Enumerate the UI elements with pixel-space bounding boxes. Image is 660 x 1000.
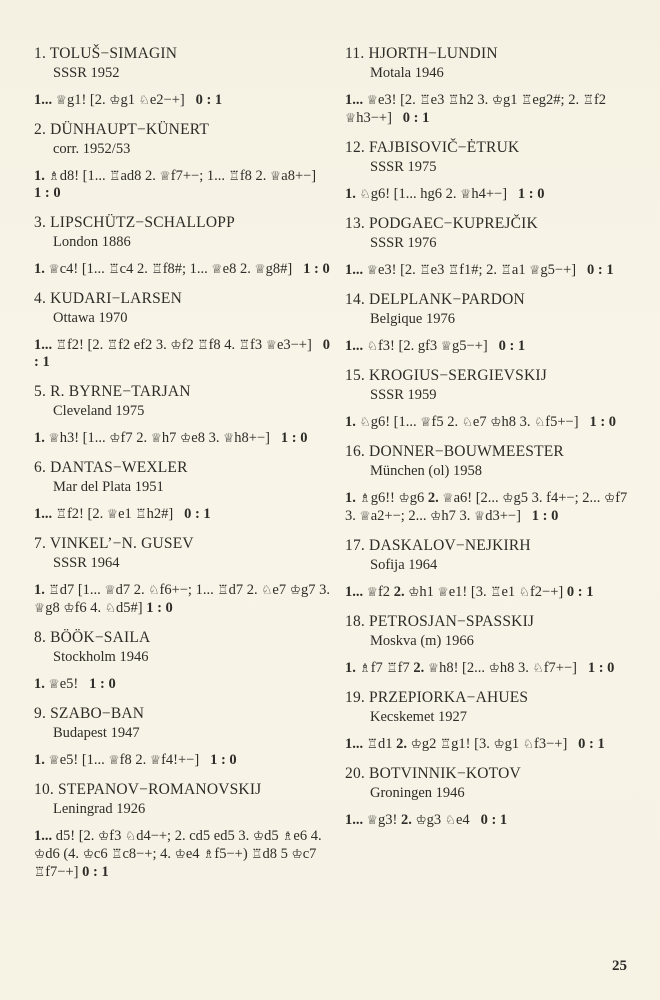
game-place-year: Motala 1946 xyxy=(370,65,444,81)
rook-icon: ♖ xyxy=(106,337,119,352)
knight-icon: ♘ xyxy=(261,582,273,597)
rook-icon: ♖ xyxy=(521,92,533,107)
rook-icon: ♖ xyxy=(419,92,431,107)
game-heading: 2. DÜNHAUPT−KÜNERT xyxy=(34,121,210,138)
rook-icon: ♖ xyxy=(582,92,594,107)
queen-icon: ♕ xyxy=(366,584,378,599)
rook-icon: ♖ xyxy=(500,262,512,277)
king-icon: ♔ xyxy=(491,92,504,107)
rook-icon: ♖ xyxy=(228,168,240,183)
game-place-year: corr. 1952/53 xyxy=(53,141,131,157)
game-entry xyxy=(345,688,641,764)
king-icon: ♔ xyxy=(98,828,110,843)
queen-icon: ♕ xyxy=(48,676,60,691)
game-entry xyxy=(34,289,334,382)
game-entry xyxy=(345,442,641,536)
knight-icon: ♘ xyxy=(138,92,150,107)
bishop-icon: ♗ xyxy=(48,168,60,183)
king-icon: ♔ xyxy=(291,846,303,861)
queen-icon: ♕ xyxy=(345,110,357,125)
knight-icon: ♘ xyxy=(359,414,371,429)
game-solution: 1. ♕e5! [1... ♕f8 2. ♕f4!+−] 1 : 0 xyxy=(34,752,237,768)
game-heading: 10. STEPANOV−ROMANOVSKIJ xyxy=(34,781,262,798)
game-place-year: Ottawa 1970 xyxy=(53,310,128,326)
game-place-year: Leningrad 1926 xyxy=(53,801,146,817)
game-entry xyxy=(345,214,641,290)
king-icon: ♔ xyxy=(430,508,442,523)
king-icon: ♔ xyxy=(34,846,46,861)
rook-icon: ♖ xyxy=(108,261,120,276)
game-entry xyxy=(345,764,641,840)
right-column xyxy=(345,44,641,840)
rook-icon: ♖ xyxy=(111,846,123,861)
queen-icon: ♕ xyxy=(529,262,541,277)
game-heading: 11. HJORTH−LUNDIN xyxy=(345,45,498,62)
knight-icon: ♘ xyxy=(461,414,473,429)
queen-icon: ♕ xyxy=(270,168,282,183)
rook-icon: ♖ xyxy=(439,736,452,751)
queen-icon: ♕ xyxy=(223,430,235,445)
knight-icon: ♘ xyxy=(444,812,456,827)
queen-icon: ♕ xyxy=(420,414,432,429)
rook-icon: ♖ xyxy=(490,584,502,599)
rook-icon: ♖ xyxy=(386,660,398,675)
game-place-year: SSSR 1964 xyxy=(53,555,120,571)
queen-icon: ♕ xyxy=(104,582,116,597)
game-entry xyxy=(345,290,641,366)
queen-icon: ♕ xyxy=(108,752,120,767)
game-heading: 16. DONNER−BOUWMEESTER xyxy=(345,443,564,460)
game-solution: 1. ♗g6!! ♔g6 2. ♕a6! [2... ♔g5 3. f4+−; 2... ♔f7 3. ♕a2+−; 2... ♔h7 3. ♕d3+−] 1 : 0 xyxy=(345,490,628,524)
king-icon: ♔ xyxy=(493,736,505,751)
bishop-icon: ♗ xyxy=(282,828,294,843)
queen-icon: ♕ xyxy=(106,506,119,521)
knight-icon: ♘ xyxy=(124,828,137,843)
game-solution: 1... ♖d1 2. ♔g2 ♖g1! [3. ♔g1 ♘f3−+] 0 : 1 xyxy=(345,736,605,752)
game-entry xyxy=(34,120,334,213)
rook-icon: ♖ xyxy=(419,262,431,277)
queen-icon: ♕ xyxy=(48,752,60,767)
king-icon: ♔ xyxy=(410,736,422,751)
rook-icon: ♖ xyxy=(135,506,147,521)
king-icon: ♔ xyxy=(289,582,301,597)
king-icon: ♔ xyxy=(490,414,502,429)
rook-icon: ♖ xyxy=(447,262,460,277)
game-place-year: München (ol) 1958 xyxy=(370,463,482,479)
game-entry xyxy=(34,704,334,780)
king-icon: ♔ xyxy=(82,846,94,861)
queen-icon: ♕ xyxy=(150,430,162,445)
game-entry xyxy=(345,536,641,612)
game-solution: 1. ♘g6! [1... ♕f5 2. ♘e7 ♔h8 3. ♘f5+−] 1 : 0 xyxy=(345,414,617,430)
game-place-year: Budapest 1947 xyxy=(53,725,140,741)
queen-icon: ♕ xyxy=(427,660,440,675)
rook-icon: ♖ xyxy=(447,92,460,107)
bishop-icon: ♗ xyxy=(203,846,215,861)
game-place-year: Groningen 1946 xyxy=(370,785,465,801)
king-icon: ♔ xyxy=(109,92,121,107)
queen-icon: ♕ xyxy=(359,508,371,523)
game-entry xyxy=(34,213,334,289)
game-heading: 3. LIPSCHÜTZ−SCHALLOPP xyxy=(34,214,235,231)
rook-icon: ♖ xyxy=(251,846,263,861)
game-place-year: SSSR 1975 xyxy=(370,159,437,175)
game-heading: 9. SZABO−BAN xyxy=(34,705,145,722)
queen-icon: ♕ xyxy=(265,337,277,352)
king-icon: ♔ xyxy=(63,600,75,615)
game-entry xyxy=(345,366,641,442)
rook-icon: ♖ xyxy=(151,261,163,276)
game-heading: 1. TOLUŠ−SIMAGIN xyxy=(34,45,178,62)
game-entry xyxy=(345,138,641,214)
game-entry xyxy=(34,534,334,628)
queen-icon: ♕ xyxy=(55,92,67,107)
game-entry xyxy=(34,458,334,534)
king-icon: ♔ xyxy=(180,430,192,445)
game-place-year: Stockholm 1946 xyxy=(53,649,149,665)
game-place-year: SSSR 1976 xyxy=(370,235,437,251)
knight-icon: ♘ xyxy=(532,660,544,675)
game-place-year: Sofija 1964 xyxy=(370,557,438,573)
queen-icon: ♕ xyxy=(474,508,486,523)
game-place-year: Cleveland 1975 xyxy=(53,403,145,419)
queen-icon: ♕ xyxy=(211,261,223,276)
game-solution: 1... ♕f2 2. ♔h1 ♕e1! [3. ♖e1 ♘f2−+] 0 : 1 xyxy=(345,584,594,600)
knight-icon: ♘ xyxy=(366,338,378,353)
queen-icon: ♕ xyxy=(366,262,378,277)
queen-icon: ♕ xyxy=(254,261,266,276)
rook-icon: ♖ xyxy=(366,736,378,751)
knight-icon: ♘ xyxy=(534,414,546,429)
king-icon: ♔ xyxy=(398,490,410,505)
game-solution: 1. ♗f7 ♖f7 2. ♕h8! [2... ♔h8 3. ♘f7+−] 1 : 0 xyxy=(345,660,615,676)
rook-icon: ♖ xyxy=(55,337,67,352)
queen-icon: ♕ xyxy=(34,600,46,615)
knight-icon: ♘ xyxy=(522,736,535,751)
rook-icon: ♖ xyxy=(48,582,60,597)
game-solution: 1... ♕g3! 2. ♔g3 ♘e4 0 : 1 xyxy=(345,812,508,828)
game-heading: 17. DASKALOV−NEJKIRH xyxy=(345,537,531,554)
game-solution: 1. ♕e5! 1 : 0 xyxy=(34,676,116,692)
queen-icon: ♕ xyxy=(48,430,60,445)
game-solution: 1... ♖f2! [2. ♖f2 ef2 3. ♔f2 ♖f8 4. ♖f3 ♕e3−+] 0 : 1 xyxy=(34,337,330,370)
game-heading: 12. FAJBISOVIČ−ĖTRUK xyxy=(345,139,520,156)
game-solution: 1... d5! [2. ♔f3 ♘d4−+; 2. cd5 ed5 3. ♔d5 ♗e6 4. ♔d6 (4. ♔c6 ♖c8−+; 4. ♔e4 ♗f5−+) ♖d8 5 ♔c7 ♖f7−+] 0 : 1 xyxy=(34,828,322,880)
game-entry xyxy=(345,612,641,688)
game-solution: 1... ♕g1! [2. ♔g1 ♘e2−+] 0 : 1 xyxy=(34,92,223,108)
queen-icon: ♕ xyxy=(366,92,378,107)
rook-icon: ♖ xyxy=(34,864,46,879)
queen-icon: ♕ xyxy=(48,261,60,276)
king-icon: ♔ xyxy=(109,430,121,445)
king-icon: ♔ xyxy=(603,490,616,505)
king-icon: ♔ xyxy=(170,337,182,352)
game-place-year: Belgique 1976 xyxy=(370,311,455,327)
knight-icon: ♘ xyxy=(148,582,160,597)
left-column xyxy=(34,44,334,892)
king-icon: ♔ xyxy=(252,828,265,843)
knight-icon: ♘ xyxy=(518,584,530,599)
game-solution: 1... ♕e3! [2. ♖e3 ♖f1#; 2. ♖a1 ♕g5−+] 0 : 1 xyxy=(345,262,614,278)
queen-icon: ♕ xyxy=(159,168,171,183)
game-solution: 1... ♘f3! [2. gf3 ♕g5−+] 0 : 1 xyxy=(345,338,526,354)
game-place-year: SSSR 1952 xyxy=(53,65,120,81)
king-icon: ♔ xyxy=(408,584,420,599)
game-heading: 13. PODGAEC−KUPREJČIK xyxy=(345,215,538,232)
game-entry xyxy=(345,44,641,138)
game-solution: 1. ♗d8! [1... ♖ad8 2. ♕f7+−; 1... ♖f8 2. ♕a8+−] 1 : 0 xyxy=(34,168,324,201)
game-solution: 1. ♕c4! [1... ♖c4 2. ♖f8#; 1... ♕e8 2. ♕g8#] 1 : 0 xyxy=(34,261,330,277)
game-place-year: Kecskemet 1927 xyxy=(370,709,468,725)
game-solution: 1. ♘g6! [1... hg6 2. ♕h4+−] 1 : 0 xyxy=(345,186,545,202)
king-icon: ♔ xyxy=(488,660,500,675)
rook-icon: ♖ xyxy=(197,337,209,352)
game-heading: 20. BOTVINNIK−KOTOV xyxy=(345,765,521,782)
game-solution: 1. ♖d7 [1... ♕d7 2. ♘f6+−; 1... ♖d7 2. ♘e7 ♔g7 3. ♕g8 ♔f6 4. ♘d5#] 1 : 0 xyxy=(34,582,330,616)
rook-icon: ♖ xyxy=(238,337,250,352)
queen-icon: ♕ xyxy=(460,186,472,201)
game-place-year: Mar del Plata 1951 xyxy=(53,479,164,495)
rook-icon: ♖ xyxy=(55,506,67,521)
game-entry xyxy=(34,628,334,704)
game-solution: 1... ♕e3! [2. ♖e3 ♖h2 3. ♔g1 ♖eg2#; 2. ♖f2 ♕h3−+] 0 : 1 xyxy=(345,92,607,126)
game-place-year: Moskva (m) 1966 xyxy=(370,633,474,649)
game-place-year: London 1886 xyxy=(53,234,131,250)
page-number: 25 xyxy=(612,958,627,974)
game-heading: 8. BÖÖK−SAILA xyxy=(34,629,151,646)
game-entry xyxy=(34,780,334,892)
rook-icon: ♖ xyxy=(217,582,229,597)
king-icon: ♔ xyxy=(502,490,514,505)
game-solution: 1... ♖f2! [2. ♕e1 ♖h2#] 0 : 1 xyxy=(34,506,211,522)
game-solution: 1. ♕h3! [1... ♔f7 2. ♕h7 ♔e8 3. ♕h8+−] 1 : 0 xyxy=(34,430,308,446)
queen-icon: ♕ xyxy=(366,812,378,827)
knight-icon: ♘ xyxy=(104,600,116,615)
game-heading: 19. PRZEPIORKA−AHUES xyxy=(345,689,529,706)
queen-icon: ♕ xyxy=(440,338,453,353)
game-heading: 6. DANTAS−WEXLER xyxy=(34,459,188,476)
game-heading: 4. KUDARI−LARSEN xyxy=(34,290,182,307)
queen-icon: ♕ xyxy=(437,584,449,599)
bishop-icon: ♗ xyxy=(359,660,371,675)
game-heading: 14. DELPLANK−PARDON xyxy=(345,291,525,308)
queen-icon: ♕ xyxy=(149,752,162,767)
queen-icon: ♕ xyxy=(442,490,454,505)
rook-icon: ♖ xyxy=(109,168,121,183)
king-icon: ♔ xyxy=(415,812,427,827)
king-icon: ♔ xyxy=(174,846,186,861)
game-heading: 15. KROGIUS−SERGIEVSKIJ xyxy=(345,367,547,384)
game-entry xyxy=(34,44,334,120)
game-entry xyxy=(34,382,334,458)
bishop-icon: ♗ xyxy=(359,490,371,505)
knight-icon: ♘ xyxy=(359,186,371,201)
game-heading: 7. VINKEL’−N. GUSEV xyxy=(34,535,194,552)
game-place-year: SSSR 1959 xyxy=(370,387,437,403)
game-heading: 18. PETROSJAN−SPASSKIJ xyxy=(345,613,535,630)
game-heading: 5. R. BYRNE−TARJAN xyxy=(34,383,191,400)
